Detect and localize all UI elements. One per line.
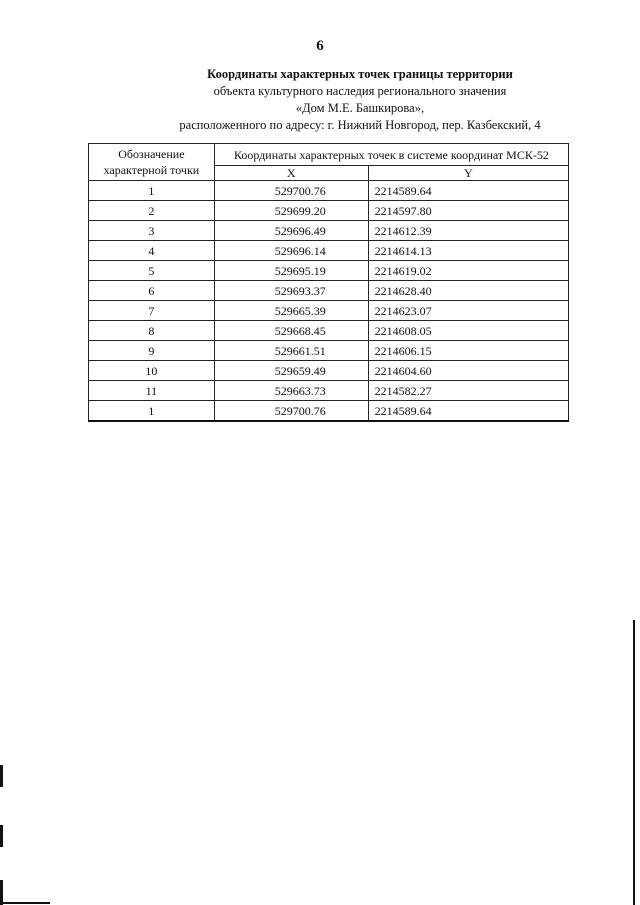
table-row [89, 181, 569, 201]
table-row [89, 281, 569, 301]
page-number: 6 [316, 38, 324, 54]
y-cell: 2214619.02 [368, 261, 568, 281]
x-cell: 529696.49 [214, 221, 368, 241]
table-row [89, 301, 569, 321]
x-cell: 529665.39 [214, 301, 368, 321]
y-cell: 2214604.60 [368, 361, 568, 381]
x-cell: 529693.37 [214, 281, 368, 301]
coordinates-column-header: Координаты характерных точек в системе координат МСК-52 [214, 144, 568, 166]
table-row [89, 341, 569, 361]
x-cell: 529700.76 [214, 401, 368, 422]
table-row [89, 221, 569, 241]
x-cell: 529659.49 [214, 361, 368, 381]
table-header-row [89, 144, 569, 166]
y-cell: 2214582.27 [368, 381, 568, 401]
point-cell: 7 [89, 301, 215, 321]
heading-title: Координаты характерных точек границы территории [207, 67, 513, 81]
scan-edge-mark-left-1 [0, 765, 3, 787]
scan-edge-line-bottom [0, 902, 50, 904]
y-column-header: Y [368, 166, 568, 181]
table-row [89, 321, 569, 341]
table-row [89, 201, 569, 221]
table-row [89, 241, 569, 261]
table-row [89, 261, 569, 281]
x-cell: 529663.73 [214, 381, 368, 401]
point-cell: 8 [89, 321, 215, 341]
x-cell: 529661.51 [214, 341, 368, 361]
table-row [89, 361, 569, 381]
x-column-header: X [214, 166, 368, 181]
x-cell: 529696.14 [214, 241, 368, 261]
y-cell: 2214606.15 [368, 341, 568, 361]
table-row [89, 381, 569, 401]
point-column-header: Обозначение характерной точки [89, 144, 215, 181]
document-heading [80, 66, 640, 134]
x-cell: 529700.76 [214, 181, 368, 201]
point-cell: 6 [89, 281, 215, 301]
table-row [89, 401, 569, 422]
x-cell: 529668.45 [214, 321, 368, 341]
point-cell: 5 [89, 261, 215, 281]
x-cell: 529699.20 [214, 201, 368, 221]
point-cell: 1 [89, 401, 215, 422]
scan-edge-mark-left-2 [0, 825, 3, 847]
point-cell: 11 [89, 381, 215, 401]
x-cell: 529695.19 [214, 261, 368, 281]
y-cell: 2214628.40 [368, 281, 568, 301]
y-cell: 2214623.07 [368, 301, 568, 321]
y-cell: 2214612.39 [368, 221, 568, 241]
y-cell: 2214614.13 [368, 241, 568, 261]
heading-address: расположенного по адресу: г. Нижний Новгород, пер. Казбекский, 4 [179, 118, 541, 132]
coordinates-table [88, 143, 569, 422]
point-cell: 9 [89, 341, 215, 361]
heading-object-name: «Дом М.Е. Башкирова», [295, 101, 425, 115]
point-cell: 2 [89, 201, 215, 221]
point-cell: 10 [89, 361, 215, 381]
y-cell: 2214589.64 [368, 401, 568, 422]
scan-edge-line-right [633, 620, 635, 905]
point-cell: 1 [89, 181, 215, 201]
y-cell: 2214608.05 [368, 321, 568, 341]
y-cell: 2214597.80 [368, 201, 568, 221]
point-cell: 3 [89, 221, 215, 241]
y-cell: 2214589.64 [368, 181, 568, 201]
point-cell: 4 [89, 241, 215, 261]
heading-object-type: объекта культурного наследия регионального значения [213, 84, 507, 98]
